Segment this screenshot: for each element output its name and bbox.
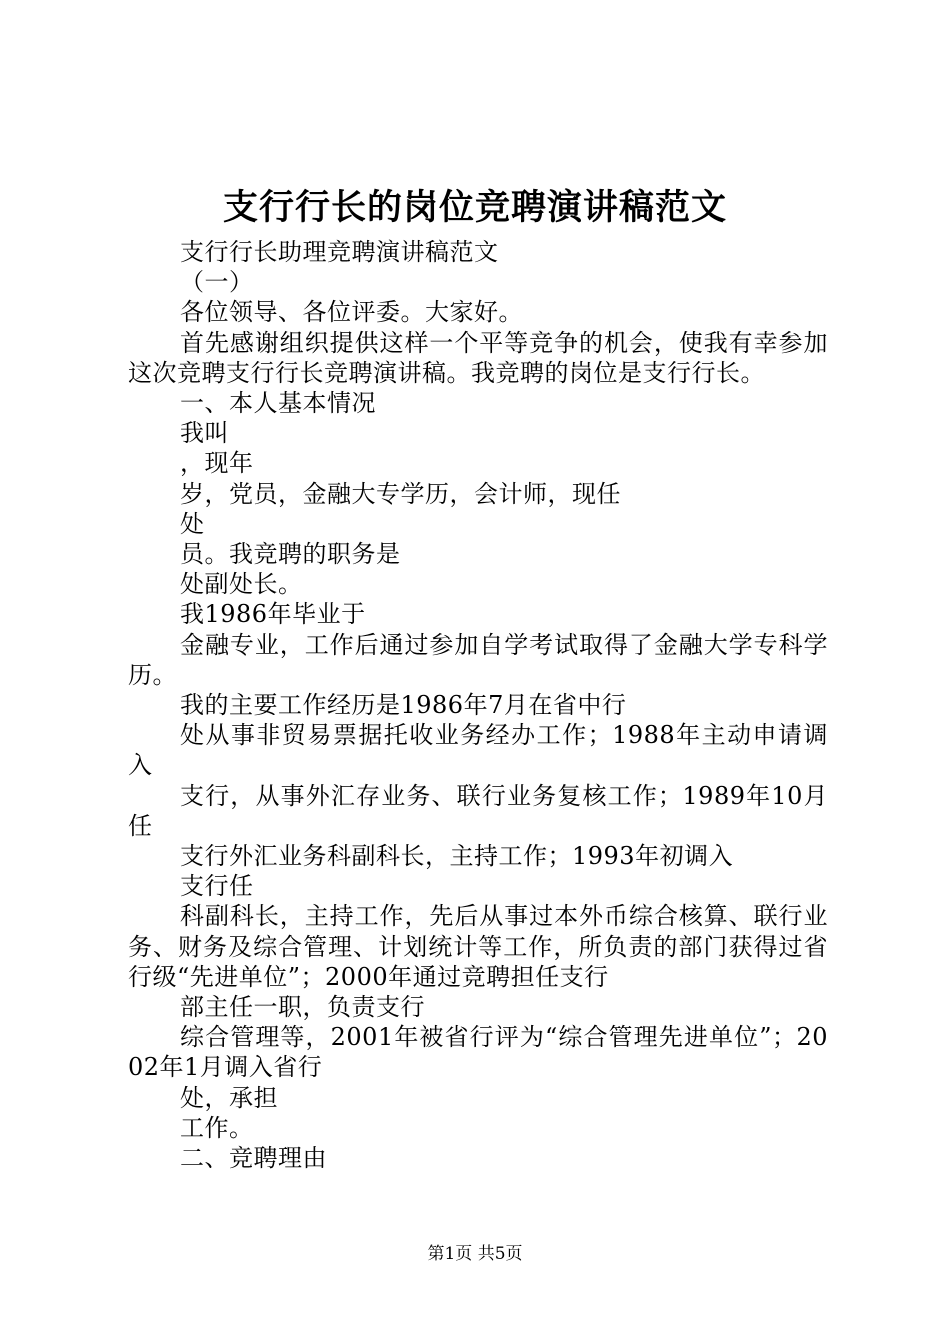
paragraph: 岁，党员，金融大专学历，会计师，现任: [180, 479, 621, 508]
paragraph: 我1986年毕业于: [180, 600, 366, 629]
paragraph: 金融专业，工作后通过参加自学考试取得了金融大学专科学历。: [128, 630, 828, 689]
paragraph: 我的主要工作经历是1986年7月在省中行: [180, 691, 627, 720]
paragraph: 各位领导、各位评委。大家好。: [180, 298, 523, 327]
paragraph: 支行，从事外汇存业务、联行业务复核工作；1989年10月任: [128, 781, 828, 840]
paragraph: 综合管理等，2001年被省行评为“综合管理先进单位”；2002年1月调入省行: [128, 1023, 828, 1082]
section-heading: 二、竞聘理由: [180, 1144, 327, 1173]
paragraph: （一）: [180, 268, 254, 297]
document-body: [128, 237, 828, 1173]
paragraph: ，现年: [180, 449, 254, 478]
paragraph: 部主任一职，负责支行: [180, 993, 425, 1022]
paragraph: 支行任: [180, 872, 254, 901]
paragraph: 工作。: [180, 1113, 254, 1142]
document-title: 支行行长的岗位竞聘演讲稿范文: [222, 187, 727, 228]
paragraph: 处: [180, 509, 205, 538]
paragraph: 员。我竞聘的职务是: [180, 540, 401, 569]
paragraph: 处从事非贸易票据托收业务经办工作；1988年主动申请调入: [128, 721, 828, 780]
paragraph: 支行外汇业务科副科长，主持工作；1993年初调入: [180, 842, 734, 871]
page-footer: 第1页 共5页: [427, 1244, 523, 1264]
section-heading: 一、本人基本情况: [180, 389, 376, 418]
paragraph: 我叫: [180, 419, 229, 448]
paragraph: 支行行长助理竞聘演讲稿范文: [180, 238, 499, 266]
paragraph: 处副处长。: [180, 570, 303, 599]
paragraph: 首先感谢组织提供这样一个平等竞争的机会，使我有幸参加这次竞聘支行行长竞聘演讲稿。我竞聘的岗位是支行行长。: [128, 328, 828, 387]
paragraph: 科副科长，主持工作，先后从事过本外币综合核算、联行业务、财务及综合管理、计划统计等工作，所负责的部门获得过省行级“先进单位”；2000年通过竞聘担任支行: [128, 902, 828, 991]
paragraph: 处，承担: [180, 1083, 278, 1112]
